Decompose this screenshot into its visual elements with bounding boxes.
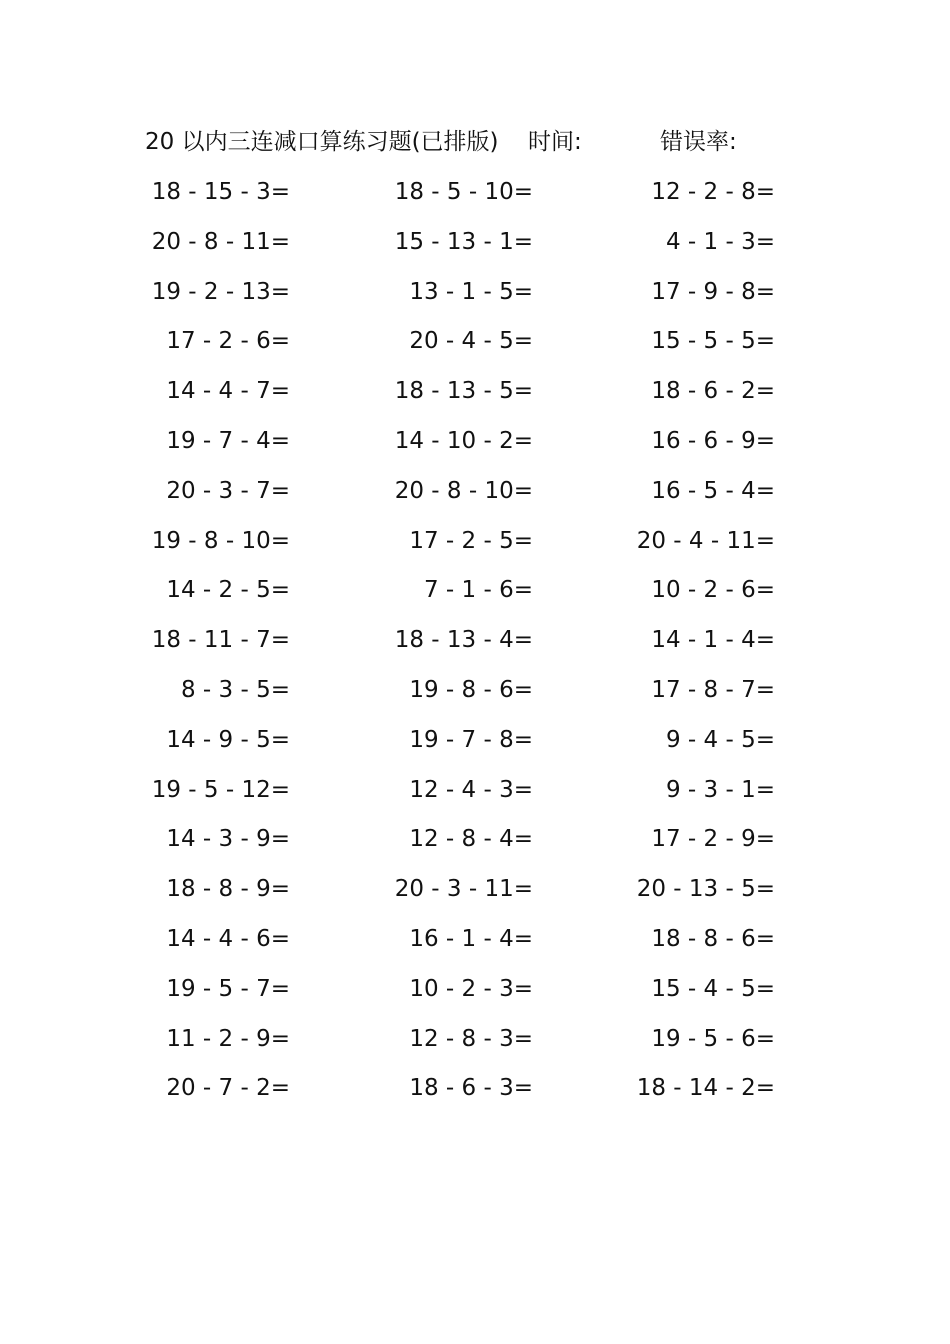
- problem-row: [0, 423, 950, 473]
- problem: 20 - 4 - 11=: [636, 527, 775, 554]
- problem: 18 - 13 - 5=: [394, 378, 533, 405]
- problem: 17 - 2 - 5=: [409, 527, 533, 554]
- problem-row: [0, 971, 950, 1021]
- problem: 11 - 2 - 9=: [166, 1025, 290, 1052]
- problem-row: [0, 1021, 950, 1071]
- worksheet-title: 20 以内三连减口算练习题(已排版): [145, 129, 499, 155]
- problem-row: [0, 921, 950, 971]
- problem: 17 - 9 - 8=: [651, 278, 775, 305]
- problem-row: [0, 323, 950, 373]
- problem: 12 - 4 - 3=: [409, 776, 533, 803]
- problem: 17 - 8 - 7=: [651, 676, 775, 703]
- problem: 20 - 7 - 2=: [166, 1075, 290, 1102]
- problem-row: [0, 174, 950, 224]
- problem: 12 - 8 - 4=: [409, 826, 533, 853]
- time-label: 时间:: [528, 129, 582, 155]
- problem: 19 - 5 - 12=: [151, 776, 290, 803]
- problem-row: [0, 821, 950, 871]
- problem: 18 - 13 - 4=: [394, 627, 533, 654]
- problem: 13 - 1 - 5=: [409, 278, 533, 305]
- problem: 8 - 3 - 5=: [180, 676, 290, 703]
- problem: 14 - 1 - 4=: [651, 627, 775, 654]
- problem: 16 - 5 - 4=: [651, 477, 775, 504]
- problem: 15 - 5 - 5=: [651, 328, 775, 355]
- problem-row: [0, 274, 950, 324]
- problem: 14 - 9 - 5=: [166, 726, 290, 753]
- problem: 14 - 3 - 9=: [166, 826, 290, 853]
- problem: 19 - 5 - 6=: [651, 1025, 775, 1052]
- problem-row: [0, 622, 950, 672]
- problem: 4 - 1 - 3=: [665, 228, 775, 255]
- problem-row: [0, 224, 950, 274]
- problem: 7 - 1 - 6=: [423, 577, 533, 604]
- problem: 10 - 2 - 3=: [409, 975, 533, 1002]
- problem: 16 - 1 - 4=: [409, 925, 533, 952]
- problem: 20 - 3 - 7=: [166, 477, 290, 504]
- problem: 14 - 2 - 5=: [166, 577, 290, 604]
- problem: 14 - 4 - 6=: [166, 925, 290, 952]
- problem: 20 - 13 - 5=: [636, 876, 775, 903]
- problem-row: [0, 373, 950, 423]
- problem: 20 - 8 - 11=: [151, 228, 290, 255]
- problem: 20 - 8 - 10=: [394, 477, 533, 504]
- problem: 18 - 6 - 2=: [651, 378, 775, 405]
- problem: 18 - 5 - 10=: [394, 179, 533, 205]
- problem-row: [0, 672, 950, 722]
- problem: 14 - 10 - 2=: [394, 427, 533, 454]
- problem: 12 - 8 - 3=: [409, 1025, 533, 1052]
- problem: 18 - 8 - 6=: [651, 925, 775, 952]
- problem: 17 - 2 - 9=: [651, 826, 775, 853]
- problem: 19 - 7 - 8=: [409, 726, 533, 753]
- problem: 14 - 4 - 7=: [166, 378, 290, 405]
- problem: 15 - 13 - 1=: [394, 228, 533, 255]
- problem-row: [0, 473, 950, 523]
- problem: 18 - 15 - 3=: [151, 179, 290, 205]
- error-rate-label: 错误率:: [660, 129, 737, 155]
- problem: 19 - 8 - 6=: [409, 676, 533, 703]
- problem: 19 - 7 - 4=: [166, 427, 290, 454]
- problem: 16 - 6 - 9=: [651, 427, 775, 454]
- problem: 9 - 4 - 5=: [665, 726, 775, 753]
- problem-row: [0, 871, 950, 921]
- problem: 20 - 4 - 5=: [409, 328, 533, 355]
- problem-row: [0, 1070, 950, 1120]
- problem-row: [0, 523, 950, 573]
- problem: 10 - 2 - 6=: [651, 577, 775, 604]
- problem: 19 - 8 - 10=: [151, 527, 290, 554]
- problem: 17 - 2 - 6=: [166, 328, 290, 355]
- problem-row: [0, 722, 950, 772]
- problem: 12 - 2 - 8=: [651, 179, 775, 205]
- problem: 15 - 4 - 5=: [651, 975, 775, 1002]
- problem: 9 - 3 - 1=: [665, 776, 775, 803]
- problem-row: [0, 772, 950, 822]
- problem-grid: [0, 174, 950, 1120]
- problem: 18 - 6 - 3=: [409, 1075, 533, 1102]
- problem: 19 - 2 - 13=: [151, 278, 290, 305]
- problem: 20 - 3 - 11=: [394, 876, 533, 903]
- problem: 18 - 8 - 9=: [166, 876, 290, 903]
- problem: 18 - 11 - 7=: [151, 627, 290, 654]
- problem: 19 - 5 - 7=: [166, 975, 290, 1002]
- problem: 18 - 14 - 2=: [636, 1075, 775, 1102]
- problem-row: [0, 572, 950, 622]
